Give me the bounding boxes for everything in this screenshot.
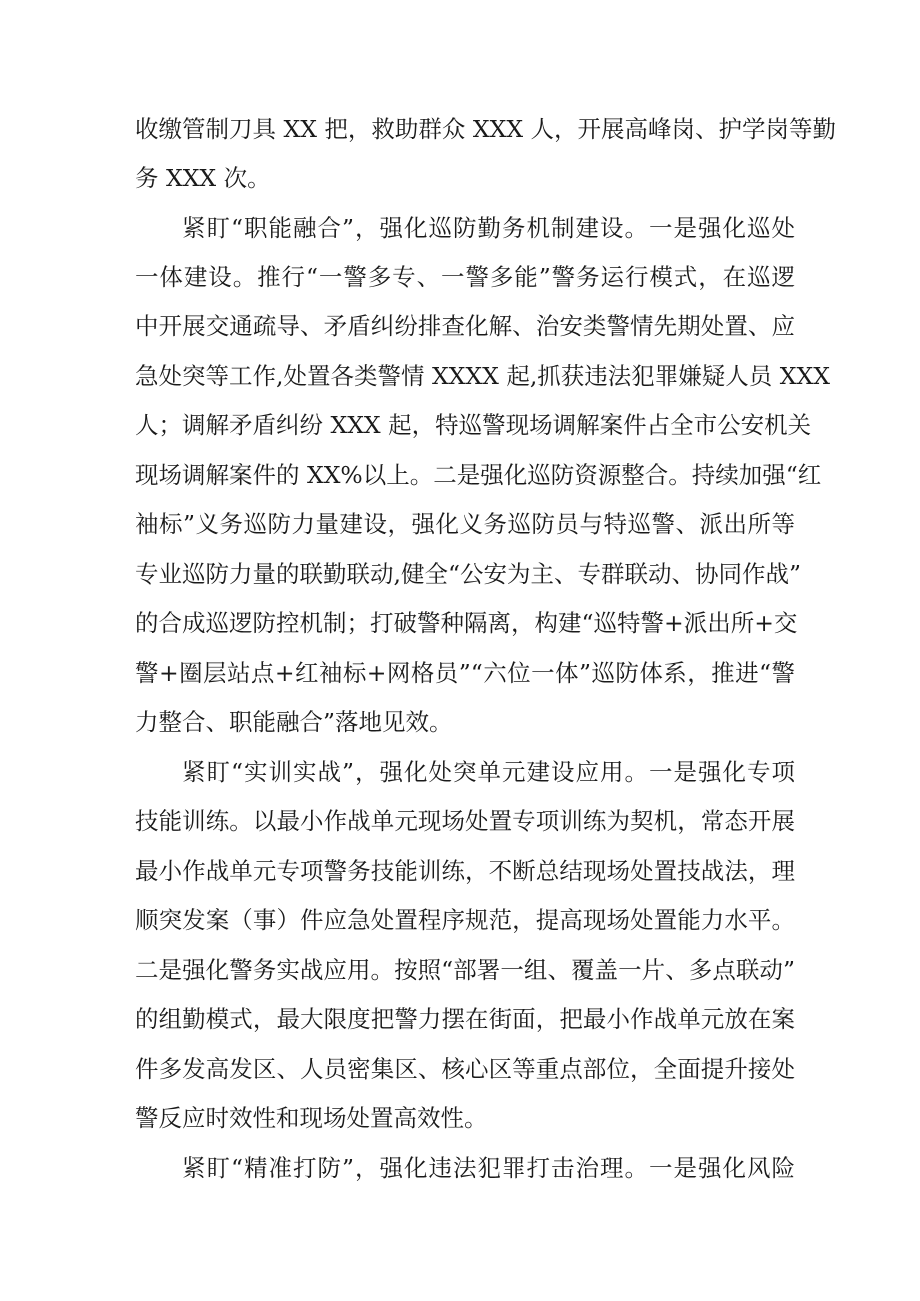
text-line: 一体建设。推行“一警多专、一警多能”警务运行模式，在巡逻 [135, 263, 795, 291]
text-line: 的合成巡逻防控机制；打破警种隔离，构建“巡特警+派出所+交 [135, 609, 798, 637]
paragraph-heading-line: 紧盯“精准打防”，强化违法犯罪打击治理。一是强化风险 [182, 1154, 795, 1182]
paragraph-heading-line: 紧盯“实训实战”，强化处突单元建设应用。一是强化专项 [182, 758, 795, 786]
text-line: 袖标”义务巡防力量建设，强化义务巡防员与特巡警、派出所等 [135, 510, 795, 538]
text-line: 警反应时效性和现场处置高效性。 [135, 1104, 488, 1132]
text-line: 收缴管制刀具 XX 把，救助群众 XXX 人，开展高峰岗、护学岗等勤 [135, 115, 837, 143]
text-line: 现场调解案件的 XX%以上。二是强化巡防资源整合。持续加强“红 [135, 461, 822, 489]
text-line: 人；调解矛盾纠纷 XXX 起，特巡警现场调解案件占全市公安机关 [135, 411, 812, 439]
text-line: 中开展交通疏导、矛盾纠纷排查化解、治安类警情先期处置、应 [135, 312, 795, 340]
text-line: 最小作战单元专项警务技能训练，不断总结现场处置技战法，理 [135, 857, 795, 885]
text-line: 技能训练。以最小作战单元现场处置专项训练为契机，常态开展 [135, 807, 795, 835]
text-line: 务 XXX 次。 [135, 164, 271, 192]
text-line: 件多发高发区、人员密集区、核心区等重点部位，全面提升接处 [135, 1055, 795, 1083]
text-line: 的组勤模式，最大限度把警力摆在街面，把最小作战单元放在案 [135, 1005, 795, 1033]
text-line: 顺突发案（事）件应急处置程序规范，提高现场处置能力水平。 [135, 906, 795, 934]
text-line: 急处突等工作,处置各类警情 XXXX 起,抓获违法犯罪嫌疑人员 XXX [135, 362, 830, 390]
paragraph-heading-line: 紧盯“职能融合”，强化巡防勤务机制建设。一是强化巡处 [182, 214, 795, 242]
text-line: 专业巡防力量的联勤联动,健全“公安为主、专群联动、协同作战” [135, 560, 801, 588]
text-line: 二是强化警务实战应用。按照“部署一组、覆盖一片、多点联动” [135, 956, 795, 984]
text-line: 警+圈层站点+红袖标+网格员”“六位一体”巡防体系，推进“警 [135, 659, 795, 687]
text-line: 力整合、职能融合”落地见效。 [135, 708, 453, 736]
